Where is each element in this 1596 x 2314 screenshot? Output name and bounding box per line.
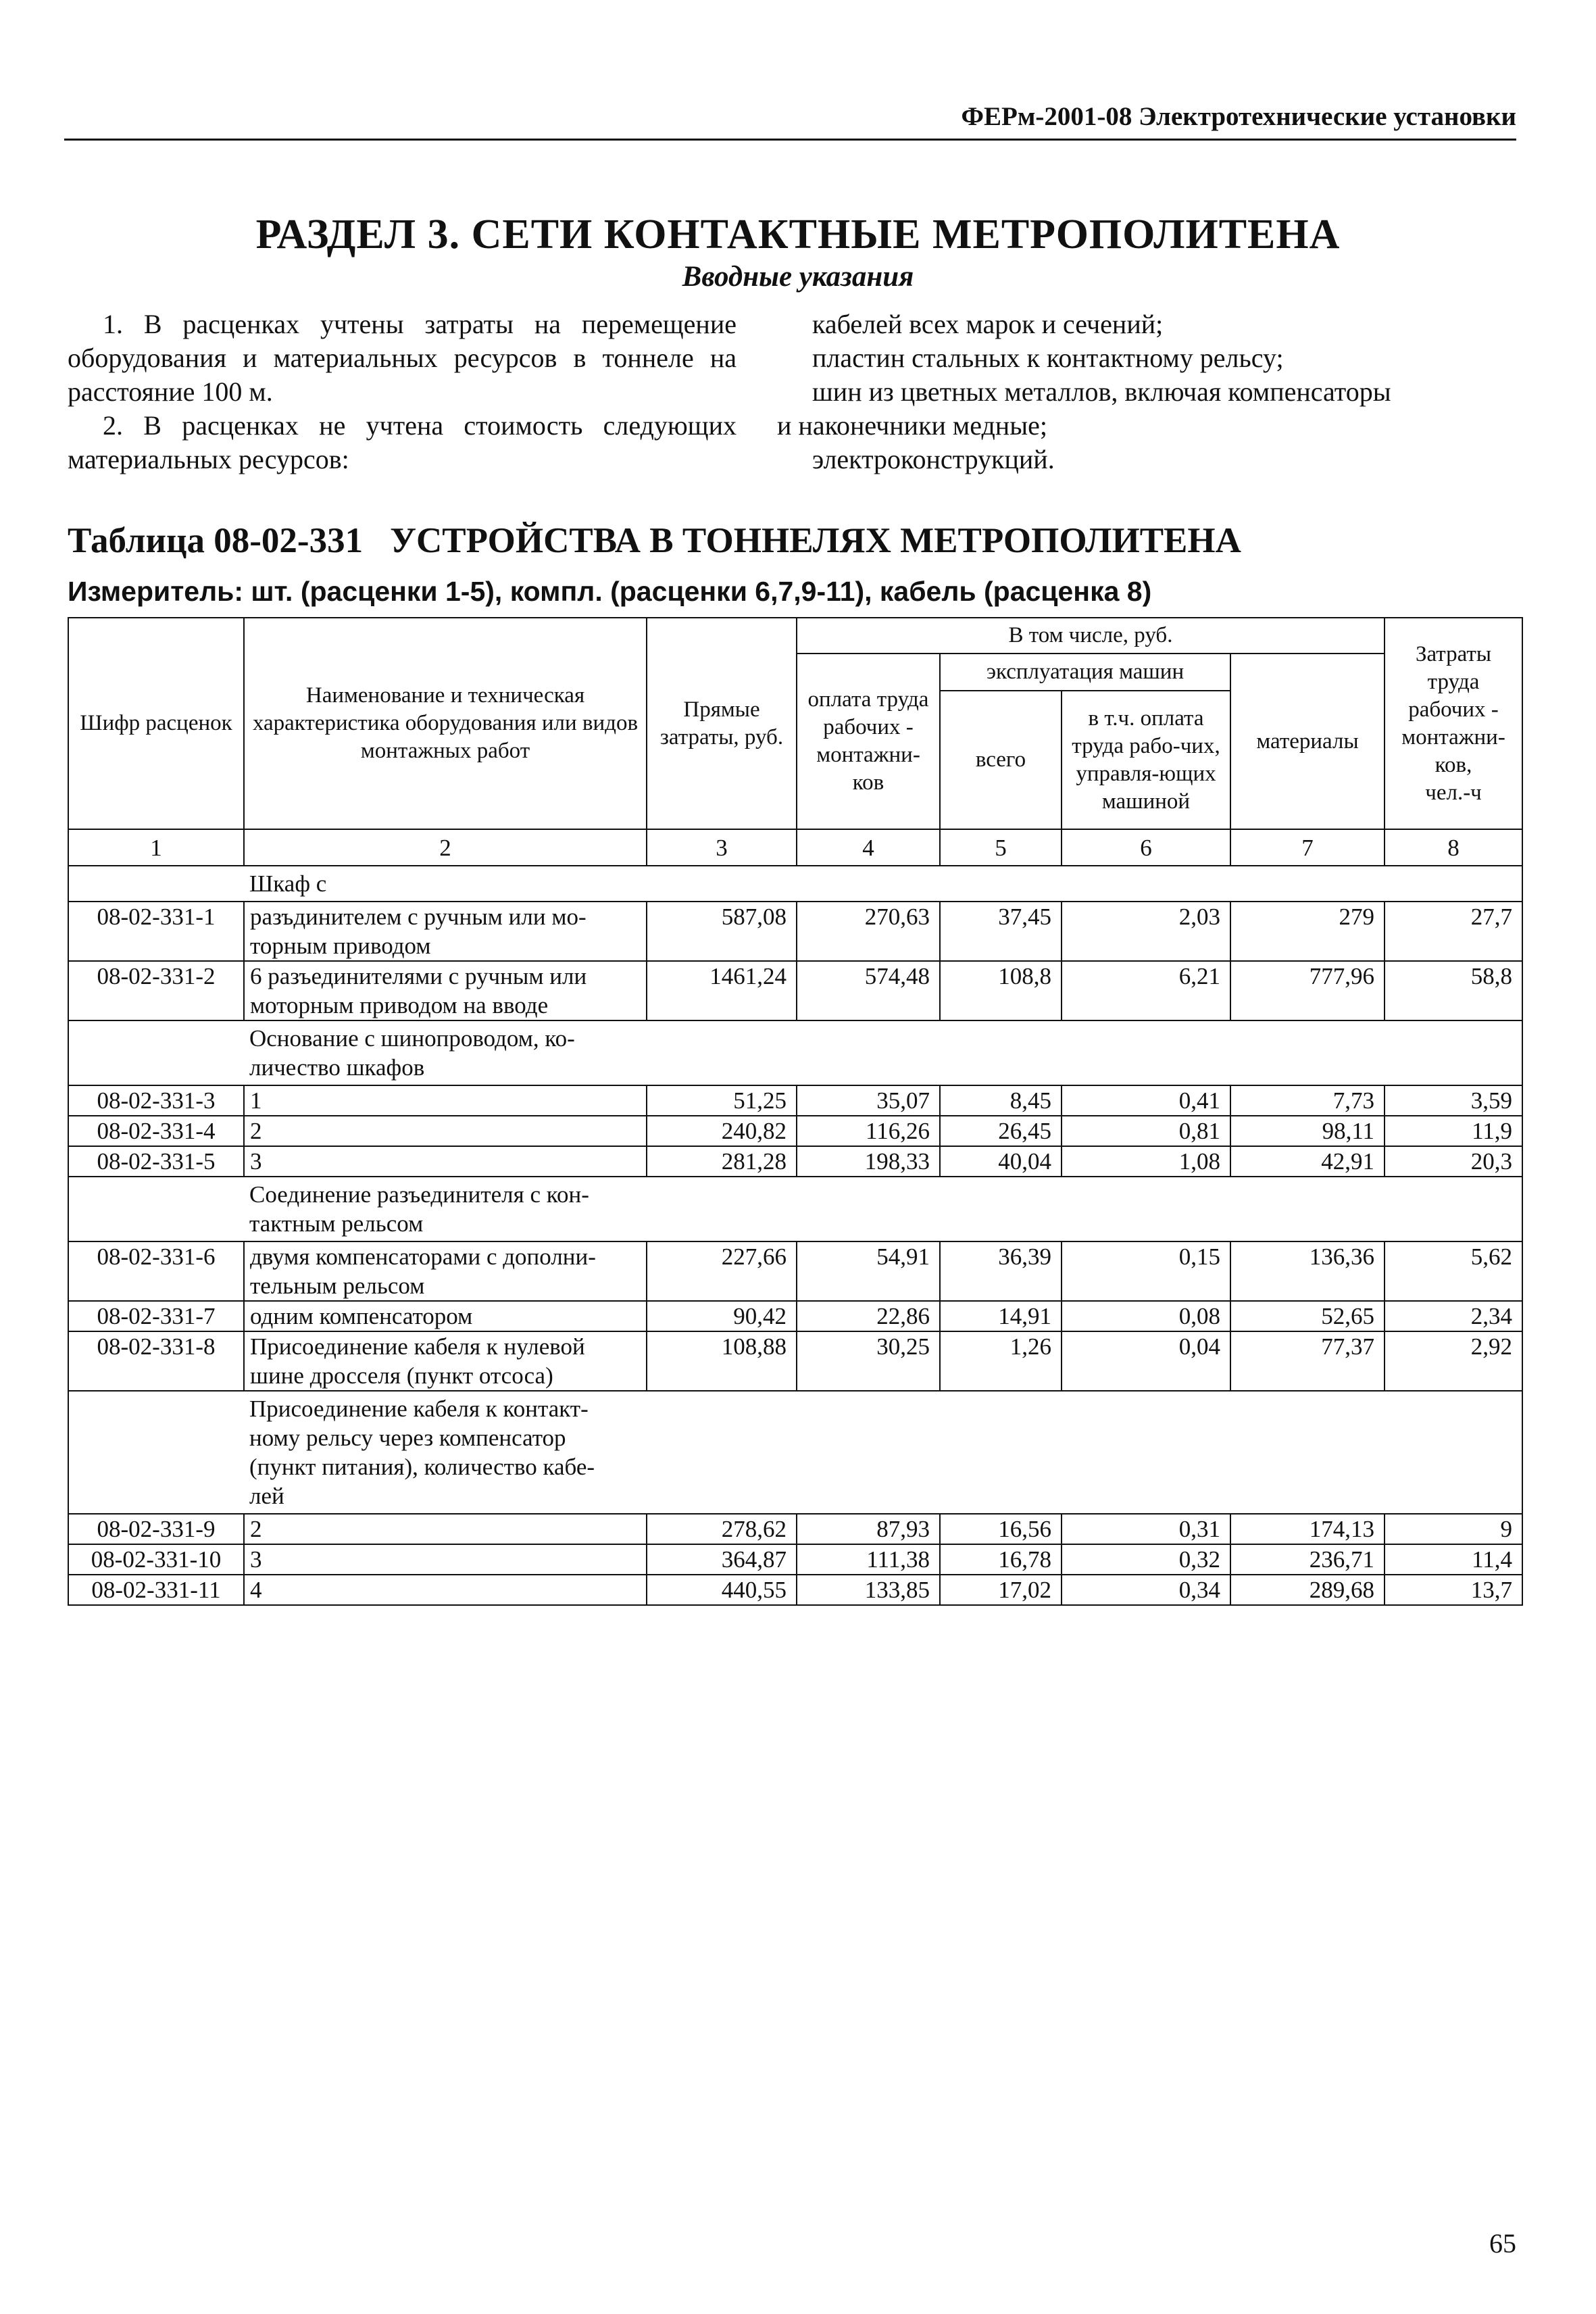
header-name: Наименование и техническая характеристика оборудования или видов монтажных работ xyxy=(244,618,647,829)
wages-cost: 116,26 xyxy=(797,1116,940,1146)
labor-hours: 2,92 xyxy=(1385,1331,1522,1391)
work-name: 3 xyxy=(244,1146,647,1177)
direct-cost: 587,08 xyxy=(647,902,797,961)
table-row xyxy=(68,1241,1522,1301)
group-label-text: Основание с шинопроводом, ко-личество шкафов xyxy=(249,1025,575,1081)
labor-hours: 11,9 xyxy=(1385,1116,1522,1146)
work-name: Присоединение кабеля к нулевой шине дросселя (пункт отсоса) xyxy=(244,1331,647,1391)
labor-hours: 20,3 xyxy=(1385,1146,1522,1177)
work-name: одним компенсатором xyxy=(244,1301,647,1331)
rates-table xyxy=(68,617,1523,1606)
labor-hours: 58,8 xyxy=(1385,961,1522,1020)
col-number: 8 xyxy=(1385,829,1522,866)
rate-code: 08-02-331-2 xyxy=(68,961,244,1020)
table-name: УСТРОЙСТВА В ТОННЕЛЯХ МЕТРОПОЛИТЕНА xyxy=(390,521,1241,560)
machines-wages-cost: 0,15 xyxy=(1062,1241,1230,1301)
direct-cost: 1461,24 xyxy=(647,961,797,1020)
wages-cost: 574,48 xyxy=(797,961,940,1020)
wages-cost: 30,25 xyxy=(797,1331,940,1391)
materials-cost: 279 xyxy=(1230,902,1385,961)
rate-code: 08-02-331-10 xyxy=(68,1544,244,1575)
machines-wages-cost: 0,32 xyxy=(1062,1544,1230,1575)
labor-hours: 3,59 xyxy=(1385,1085,1522,1116)
table-row xyxy=(68,1116,1522,1146)
direct-cost: 227,66 xyxy=(647,1241,797,1301)
rate-code: 08-02-331-9 xyxy=(68,1514,244,1544)
group-code-cell xyxy=(68,866,244,902)
page-number: 65 xyxy=(1489,2228,1516,2259)
header-machines-total: всего xyxy=(940,691,1062,829)
table-row xyxy=(68,902,1522,961)
intro-list-item: электроконструкций. xyxy=(812,444,1055,474)
table-row xyxy=(68,1575,1522,1605)
group-label-text: Присоединение кабеля к контакт-ному рельсу через компенсатор (пункт питания), количество кабе-лей xyxy=(249,1396,595,1509)
header-rule xyxy=(64,139,1516,141)
materials-cost: 236,71 xyxy=(1230,1544,1385,1575)
rate-code: 08-02-331-11 xyxy=(68,1575,244,1605)
work-name: 4 xyxy=(244,1575,647,1605)
table-group-row xyxy=(68,1391,1522,1514)
group-code-cell xyxy=(68,1391,244,1514)
rate-code: 08-02-331-3 xyxy=(68,1085,244,1116)
machines-wages-cost: 0,31 xyxy=(1062,1514,1230,1544)
table-group-row xyxy=(68,866,1522,902)
col-number: 2 xyxy=(244,829,647,866)
table-row xyxy=(68,1146,1522,1177)
header-materials: материалы xyxy=(1230,654,1385,829)
wages-cost: 22,86 xyxy=(797,1301,940,1331)
table-group-row xyxy=(68,1020,1522,1085)
machines-total-cost: 36,39 xyxy=(940,1241,1062,1301)
wages-cost: 133,85 xyxy=(797,1575,940,1605)
machines-total-cost: 8,45 xyxy=(940,1085,1062,1116)
materials-cost: 52,65 xyxy=(1230,1301,1385,1331)
intro-list-item: и наконечники медные; xyxy=(777,410,1047,441)
group-label xyxy=(244,1391,1522,1514)
intro-list-item: шин из цветных металлов, включая компенсаторы xyxy=(812,376,1391,407)
rate-code: 08-02-331-7 xyxy=(68,1301,244,1331)
machines-total-cost: 108,8 xyxy=(940,961,1062,1020)
rate-code: 08-02-331-8 xyxy=(68,1331,244,1391)
intro-right-column xyxy=(777,307,1466,476)
labor-hours: 13,7 xyxy=(1385,1575,1522,1605)
section-subtitle: Вводные указания xyxy=(682,261,914,293)
direct-cost: 51,25 xyxy=(647,1085,797,1116)
header-wages: оплата труда рабочих - монтажни-ков xyxy=(797,654,940,829)
table-row xyxy=(68,1331,1522,1391)
table-row xyxy=(68,961,1522,1020)
materials-cost: 42,91 xyxy=(1230,1146,1385,1177)
running-header: ФЕРм-2001-08 Электротехнические установки xyxy=(961,102,1516,131)
materials-cost: 7,73 xyxy=(1230,1085,1385,1116)
col-number: 4 xyxy=(797,829,940,866)
rate-code: 08-02-331-1 xyxy=(68,902,244,961)
direct-cost: 364,87 xyxy=(647,1544,797,1575)
group-label xyxy=(244,866,1522,902)
header-labor-text: Затраты труда рабочих - монтажни-ков, xyxy=(1401,641,1505,777)
work-name: двумя компенсаторами с дополни-тельным рельсом xyxy=(244,1241,647,1301)
col-number: 6 xyxy=(1062,829,1230,866)
work-name: 6 разъединителями с ручным или моторным приводом на вводе xyxy=(244,961,647,1020)
materials-cost: 98,11 xyxy=(1230,1116,1385,1146)
machines-total-cost: 1,26 xyxy=(940,1331,1062,1391)
machines-total-cost: 17,02 xyxy=(940,1575,1062,1605)
intro-paragraph: 1. В расценках учтены затраты на перемещение оборудования и материальных ресурсов в тоннеле на расстояние 100 м. xyxy=(68,309,737,407)
group-label-text: Соединение разъединителя с кон-тактным рельсом xyxy=(249,1181,589,1237)
col-number: 3 xyxy=(647,829,797,866)
wages-cost: 87,93 xyxy=(797,1514,940,1544)
direct-cost: 440,55 xyxy=(647,1575,797,1605)
header-code: Шифр расценок xyxy=(68,618,244,829)
rate-code: 08-02-331-6 xyxy=(68,1241,244,1301)
group-label xyxy=(244,1177,1522,1241)
intro-list-item: кабелей всех марок и сечений; xyxy=(812,309,1164,339)
wages-cost: 270,63 xyxy=(797,902,940,961)
machines-total-cost: 37,45 xyxy=(940,902,1062,961)
materials-cost: 77,37 xyxy=(1230,1331,1385,1391)
direct-cost: 240,82 xyxy=(647,1116,797,1146)
materials-cost: 289,68 xyxy=(1230,1575,1385,1605)
machines-wages-cost: 0,41 xyxy=(1062,1085,1230,1116)
col-number: 7 xyxy=(1230,829,1385,866)
wages-cost: 111,38 xyxy=(797,1544,940,1575)
table-row xyxy=(68,1085,1522,1116)
machines-wages-cost: 6,21 xyxy=(1062,961,1230,1020)
machines-wages-cost: 0,04 xyxy=(1062,1331,1230,1391)
labor-hours: 9 xyxy=(1385,1514,1522,1544)
machines-total-cost: 14,91 xyxy=(940,1301,1062,1331)
machines-wages-cost: 1,08 xyxy=(1062,1146,1230,1177)
labor-hours: 2,34 xyxy=(1385,1301,1522,1331)
machines-total-cost: 16,56 xyxy=(940,1514,1062,1544)
machines-total-cost: 26,45 xyxy=(940,1116,1062,1146)
machines-total-cost: 16,78 xyxy=(940,1544,1062,1575)
table-group-row xyxy=(68,1177,1522,1241)
wages-cost: 35,07 xyxy=(797,1085,940,1116)
work-name: 2 xyxy=(244,1514,647,1544)
machines-wages-cost: 0,08 xyxy=(1062,1301,1230,1331)
machines-wages-cost: 0,34 xyxy=(1062,1575,1230,1605)
wages-cost: 54,91 xyxy=(797,1241,940,1301)
direct-cost: 278,62 xyxy=(647,1514,797,1544)
group-code-cell xyxy=(68,1020,244,1085)
rate-code: 08-02-331-4 xyxy=(68,1116,244,1146)
materials-cost: 174,13 xyxy=(1230,1514,1385,1544)
intro-paragraph: 2. В расценках не учтена стоимость следующих материальных ресурсов: xyxy=(68,410,737,474)
direct-cost: 90,42 xyxy=(647,1301,797,1331)
intro-left-column xyxy=(68,307,737,476)
header-labor xyxy=(1385,618,1522,829)
labor-hours: 5,62 xyxy=(1385,1241,1522,1301)
table-row xyxy=(68,1544,1522,1575)
labor-hours: 11,4 xyxy=(1385,1544,1522,1575)
col-number: 1 xyxy=(68,829,244,866)
labor-hours: 27,7 xyxy=(1385,902,1522,961)
machines-wages-cost: 2,03 xyxy=(1062,902,1230,961)
work-name: 3 xyxy=(244,1544,647,1575)
machines-total-cost: 40,04 xyxy=(940,1146,1062,1177)
machines-wages-cost: 0,81 xyxy=(1062,1116,1230,1146)
table-measure: Измеритель: шт. (расценки 1-5), компл. (расценки 6,7,9-11), кабель (расценка 8) xyxy=(68,576,1152,607)
column-numbers-row xyxy=(68,829,1522,866)
direct-cost: 281,28 xyxy=(647,1146,797,1177)
intro-list-item: пластин стальных к контактному рельсу; xyxy=(812,343,1284,373)
table-number: Таблица 08-02-331 xyxy=(68,521,364,560)
header-machines-wages: в т.ч. оплата труда рабо-чих, управля-ющих машиной xyxy=(1062,691,1230,829)
section-title: РАЗДЕЛ 3. СЕТИ КОНТАКТНЫЕ МЕТРОПОЛИТЕНА xyxy=(255,212,1341,257)
table-row xyxy=(68,1301,1522,1331)
work-name: разъдинителем с ручным или мо-торным приводом xyxy=(244,902,647,961)
group-code-cell xyxy=(68,1177,244,1241)
col-number: 5 xyxy=(940,829,1062,866)
wages-cost: 198,33 xyxy=(797,1146,940,1177)
header-incl: В том числе, руб. xyxy=(797,618,1385,654)
materials-cost: 777,96 xyxy=(1230,961,1385,1020)
materials-cost: 136,36 xyxy=(1230,1241,1385,1301)
rate-code: 08-02-331-5 xyxy=(68,1146,244,1177)
direct-cost: 108,88 xyxy=(647,1331,797,1391)
work-name: 1 xyxy=(244,1085,647,1116)
table-body xyxy=(68,866,1522,1605)
work-name: 2 xyxy=(244,1116,647,1146)
group-label-text: Шкаф с xyxy=(249,870,327,897)
table-title xyxy=(68,520,1241,561)
header-direct: Прямые затраты, руб. xyxy=(647,618,797,829)
group-label xyxy=(244,1020,1522,1085)
header-machines: эксплуатация машин xyxy=(940,654,1230,691)
header-labor-unit: чел.-ч xyxy=(1425,780,1482,805)
table-row xyxy=(68,1514,1522,1544)
